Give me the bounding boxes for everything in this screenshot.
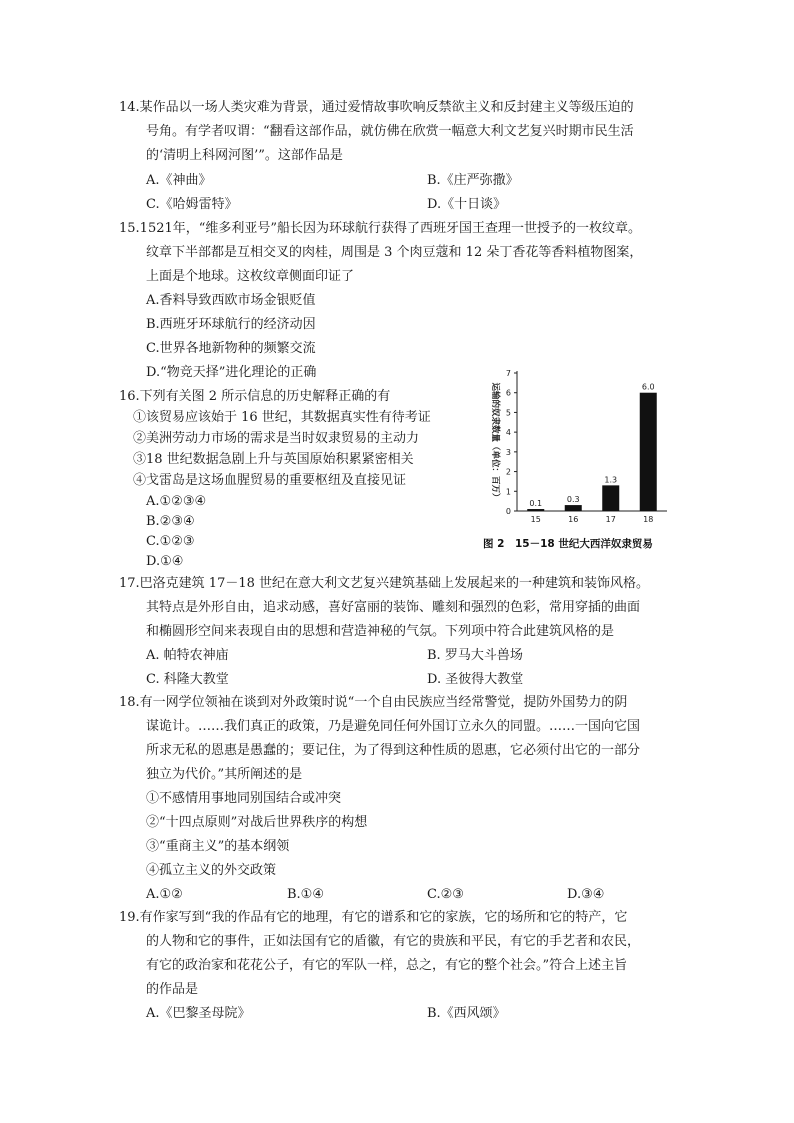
chart-y-ticks — [506, 369, 517, 516]
q17-option-d: D. 圣彼得大教堂 — [427, 672, 524, 687]
chart-caption: 图 2 15－18 世纪大西洋奴隶贸易 — [483, 538, 653, 550]
q18-stem-line-2: 谋诡计。……我们真正的政策，乃是避免同任何外国订立永久的同盟。……一国向它国 — [146, 719, 641, 734]
chart-y-tick-label: 4 — [505, 428, 511, 438]
q19-stem-line-2: 的人物和它的事件，正如法国有它的盾徽，有它的贵族和平民，有它的手艺者和农民， — [146, 934, 641, 949]
chart-x-tick-label: 16 — [568, 515, 579, 524]
q16-stem-line-1: 16.下列有关图 2 所示信息的历史解释正确的有 — [119, 389, 391, 404]
q18-stem-line-3: 所求无私的恩惠是愚蠢的；要记住，为了得到这种性质的恩惠，它必须付出它的一部分 — [146, 743, 641, 758]
q14-stem-line-1: 14.某作品以一场人类灾难为背景，通过爱情故事吹响反禁欲主义和反封建主义等级压迫的 — [119, 100, 634, 115]
chart-value-label: 6.0 — [641, 382, 655, 392]
q18-option-a: A.①② — [146, 887, 183, 902]
q19-option-a: A.《巴黎圣母院》 — [146, 1006, 251, 1021]
q18-item-4: ④孤立主义的外交政策 — [146, 863, 277, 878]
chart-y-tick-label: 3 — [505, 447, 511, 457]
q19-stem-line-3: 有它的政治家和花花公子，有它的军队一样，总之，有它的整个社会。”符合上述主旨 — [146, 958, 628, 973]
q17-option-c: C. 科隆大教堂 — [146, 672, 229, 687]
chart-y-axis-label: 运输的奴隶数量（单位：百万） — [490, 382, 500, 502]
q17-option-a: A. 帕特农神庙 — [146, 648, 229, 663]
q18-item-2: ②“十四点原则”对战后世界秩序的构想 — [146, 815, 368, 830]
chart-x-tick-label: 15 — [530, 515, 541, 524]
q16-statement-1: ①该贸易应该始于 16 世纪，其数据真实性有待考证 — [133, 410, 431, 425]
chart-y-tick-label: 5 — [505, 408, 511, 418]
q18-option-b: B.①④ — [287, 887, 324, 902]
chart-x-tick-label: 18 — [643, 515, 654, 524]
q16-statement-3: ③18 世纪数据急剧上升与英国原始积累紧密相关 — [133, 452, 414, 467]
q16-option-d: D.①④ — [146, 554, 184, 569]
q17-stem-line-3: 和椭圆形空间来表现自由的思想和营造神秘的气氛。下列项中符合此建筑风格的是 — [146, 624, 615, 639]
chart-y-tick-label: 0 — [505, 507, 511, 516]
q15-option-a: A.香料导致西欧市场金银贬值 — [146, 293, 316, 308]
q15-stem-line-2: 纹章下半部都是互相交叉的肉桂，周围是 3 个肉豆蔻和 12 朵丁香花等香料植物图案， — [146, 245, 643, 260]
q14-option-a: A.《神曲》 — [146, 173, 212, 188]
q15-option-d: D.“物竞天择”进化理论的正确 — [146, 365, 317, 380]
q14-option-c: C.《哈姆雷特》 — [146, 197, 238, 212]
chart-y-tick-label: 6 — [505, 388, 511, 398]
q19-option-b: B.《西风颂》 — [427, 1006, 506, 1021]
chart-bar — [565, 505, 582, 511]
q16-statement-2: ②美洲劳动力市场的需求是当时奴隶贸易的主动力 — [133, 431, 420, 446]
chart-x-tick-label: 17 — [605, 515, 616, 524]
q14-stem-line-2: 号角。有学者叹谓：“翻看这部作品，就仿佛在欣赏一幅意大利文艺复兴时期市民生活 — [146, 124, 634, 139]
q15-option-b: B.西班牙环球航行的经济动因 — [146, 317, 316, 332]
q16-statement-4: ④戈雷岛是这场血腥贸易的重要枢纽及直接见证 — [133, 473, 407, 488]
q17-stem-line-2: 其特点是外形自由，追求动感，喜好富丽的装饰、雕刻和强烈的色彩，常用穿插的曲面 — [146, 600, 641, 615]
chart-y-tick-label: 7 — [505, 369, 511, 378]
q18-option-c: C.②③ — [427, 887, 464, 902]
q19-stem-line-1: 19.有作家写到“我的作品有它的地理，有它的谱系和它的家族，它的场所和它的特产，它 — [119, 910, 628, 925]
chart-bars — [527, 383, 657, 511]
q19-stem-line-4: 的作品是 — [146, 982, 199, 997]
chart-value-label: 1.3 — [604, 475, 618, 485]
q15-stem-line-1: 15.1521年，“维多利亚号”船长因为环球航行获得了西班牙国王查理一世授予的一枚纹章。 — [119, 221, 642, 236]
chart-value-label: 0.3 — [566, 495, 580, 505]
q15-stem-line-3: 上面是个地球。这枚纹章侧面印证了 — [146, 269, 355, 284]
q18-option-d: D.③④ — [567, 887, 605, 902]
chart-x-labels — [531, 515, 654, 524]
q16-option-c: C.①②③ — [146, 534, 195, 549]
q16-option-b: B.②③④ — [146, 514, 195, 529]
q17-stem-line-1: 17.巴洛克建筑 17－18 世纪在意大利文艺复兴建筑基础上发展起来的一种建筑和装饰风格。 — [119, 576, 650, 591]
chart-bar — [640, 393, 657, 511]
q17-option-b: B. 罗马大斗兽场 — [427, 648, 523, 663]
q18-item-1: ①不感情用事地同别国结合或冲突 — [146, 791, 342, 806]
chart-y-tick-label: 2 — [505, 467, 511, 477]
q18-item-3: ③“重商主义”的基本纲领 — [146, 839, 290, 854]
slave-trade-bar-chart — [455, 366, 685, 556]
q16-option-a: A.①②③④ — [146, 494, 207, 509]
chart-y-tick-label: 1 — [505, 487, 511, 497]
q14-option-b: B.《庄严弥撒》 — [427, 173, 519, 188]
q18-stem-line-4: 独立为代价。”其所阐述的是 — [146, 767, 303, 782]
chart-value-label: 0.1 — [529, 499, 543, 509]
q14-stem-line-3: 的‘清明上科网河图’”。这部作品是 — [146, 148, 343, 163]
q14-option-d: D.《十日谈》 — [427, 197, 507, 212]
q18-stem-line-1: 18.有一网学位领袖在谈到对外政策时说“一个自由民族应当经常警觉，提防外国势力的阴 — [119, 695, 628, 710]
chart-bar — [602, 485, 619, 511]
chart-bar — [527, 509, 544, 511]
q15-option-c: C.世界各地新物种的频繁交流 — [146, 341, 316, 356]
